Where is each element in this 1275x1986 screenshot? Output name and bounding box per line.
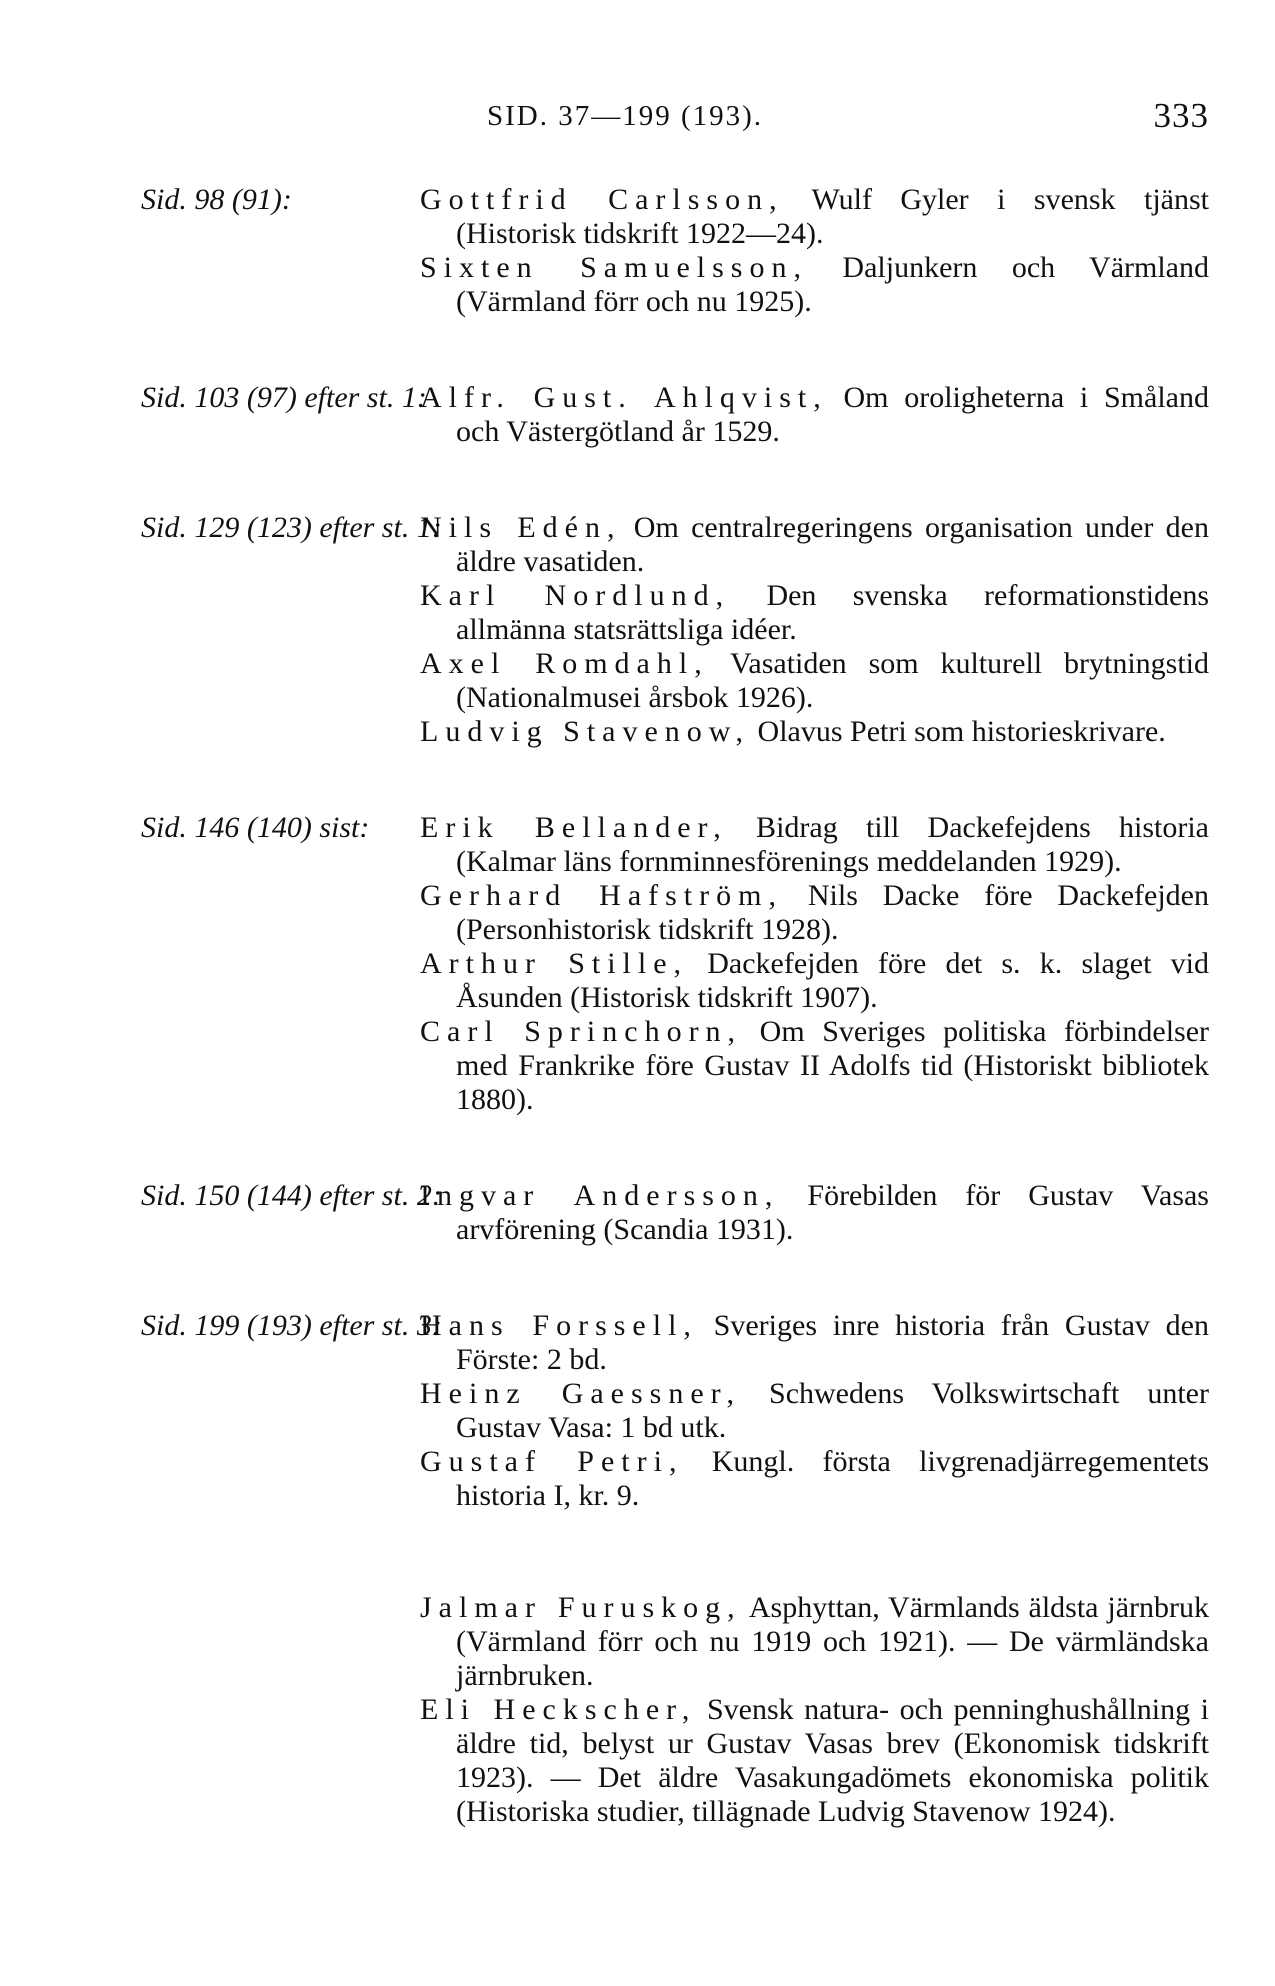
reference-section [0, 511, 1275, 749]
page-reference [141, 1309, 442, 1343]
reference-section [0, 183, 1275, 319]
citation-text: Dackefejden före det s. k. slaget vid Åsunden (Historisk tidskrift 1907). [456, 947, 1209, 1014]
bibliography-item [420, 947, 1209, 1015]
author-name: Axel Romdahl, [420, 647, 709, 680]
page-reference-location: efter st. 3: [311, 1309, 442, 1342]
page-reference [141, 1179, 442, 1213]
author-name: Eli Heckscher, [420, 1693, 697, 1726]
author-name: Gustaf Petri, [420, 1445, 684, 1478]
page-header [0, 96, 1275, 150]
bibliography-item [420, 715, 1209, 749]
bibliography-item [420, 511, 1209, 579]
citation-text: Förebilden för Gustav Vasas arvförening (Scandia 1931). [456, 1179, 1209, 1246]
author-name: Hans Forssell, [420, 1309, 698, 1342]
citation-text: Kungl. första livgrenadjärregementets historia I, kr. 9. [456, 1445, 1209, 1512]
citation-text: Bidrag till Dackefejdens historia (Kalmar läns fornminnesförenings meddelanden 1929). [456, 811, 1209, 878]
page-reference [141, 511, 442, 545]
reference-section [0, 1179, 1275, 1247]
reference-section [0, 1309, 1275, 1513]
author-name: Ludvig Stavenow, [420, 715, 751, 748]
page-reference-location: efter st. 2: [311, 1179, 442, 1212]
citation-text: Sveriges inre historia från Gustav den Förste: 2 bd. [456, 1309, 1209, 1376]
page-reference-location: efter st. 1: [296, 381, 427, 414]
bibliography-item [420, 811, 1209, 879]
page-reference-number: Sid. 150 (144) [141, 1179, 312, 1212]
citation-text: Om oroligheterna i Småland och Västergötland år 1529. [456, 381, 1209, 448]
bibliography-item [420, 1015, 1209, 1117]
bibliography-item [420, 1309, 1209, 1377]
page-reference-number: Sid. 129 (123) [141, 511, 312, 544]
author-name: Heinz Gaessner, [420, 1377, 741, 1410]
bibliography-item [420, 183, 1209, 251]
citation-text: Daljunkern och Värmland (Värmland förr och nu 1925). [456, 251, 1210, 318]
bibliography-entries [0, 183, 1275, 1829]
page-reference-number: Sid. 199 (193) [141, 1309, 312, 1342]
author-name: Ingvar Andersson, [420, 1179, 780, 1212]
author-name: Sixten Samuelsson, [420, 251, 808, 284]
page-reference [141, 381, 427, 415]
author-name: Gottfrid Carlsson, [420, 183, 784, 216]
bibliography-item [420, 579, 1209, 647]
citation-text: Asphyttan, Värmlands äldsta järnbruk (Värmland förr och nu 1919 och 1921). — De värmländska järnbruken. [456, 1591, 1209, 1692]
author-name: Erik Bellander, [420, 811, 728, 844]
bibliography-item [420, 1179, 1209, 1247]
citation-text: Svensk natura- och penninghushållning i äldre tid, belyst ur Gustav Vasas brev (Ekonomisk tidskrift 1923). — Det äldre Vasakungadömets ekonomiska politik (Historiska studier, tillägnade Ludvig Stavenow 1924). [456, 1693, 1209, 1828]
bibliography-item [420, 1377, 1209, 1445]
page-reference [141, 811, 369, 845]
bibliography-item [420, 879, 1209, 947]
citation-text: Nils Dacke före Dackefejden (Personhistorisk tidskrift 1928). [456, 879, 1209, 946]
citation-text: Schwedens Volkswirtschaft unter Gustav Vasa: 1 bd utk. [456, 1377, 1209, 1444]
citation-text: Om Sveriges politiska förbindelser med Frankrike före Gustav II Adolfs tid (Historiskt bibliotek 1880). [456, 1015, 1210, 1116]
page-reference-number: Sid. 146 (140) [141, 811, 312, 844]
citation-text: Olavus Petri som historieskrivare. [750, 715, 1166, 748]
page-reference-location: sist: [311, 811, 370, 844]
bibliography-item [420, 251, 1209, 319]
reference-section [0, 381, 1275, 449]
author-name: Alfr. Gust. Ahlqvist, [420, 381, 828, 414]
author-name: Karl Nordlund, [420, 579, 731, 612]
citation-text: Vasatiden som kulturell brytningstid (Nationalmusei årsbok 1926). [456, 647, 1210, 714]
bibliography-item [420, 1693, 1209, 1829]
bibliography-item [420, 381, 1209, 449]
page-reference-location: efter st. 1: [311, 511, 442, 544]
citation-text: Den svenska reformationstidens allmänna statsrättsliga idéer. [456, 579, 1209, 646]
author-name: Arthur Stille, [420, 947, 689, 980]
bibliography-item [420, 1445, 1209, 1513]
reference-section [0, 1591, 1275, 1829]
reference-section [0, 811, 1275, 1117]
page-reference [141, 183, 292, 217]
bibliography-item [420, 647, 1209, 715]
page-number: 333 [1153, 96, 1209, 135]
page-reference-number: Sid. 98 (91): [141, 183, 292, 216]
bibliography-item [420, 1591, 1209, 1693]
author-name: Gerhard Hafström, [420, 879, 783, 912]
running-head: SID. 37—199 (193). [487, 100, 764, 132]
author-name: Nils Edén, [420, 511, 622, 544]
citation-text: Om centralregeringens organisation under den äldre vasatiden. [456, 511, 1209, 578]
page-reference-number: Sid. 103 (97) [141, 381, 297, 414]
citation-text: Wulf Gyler i svensk tjänst (Historisk tidskrift 1922—24). [456, 183, 1209, 250]
author-name: Carl Sprinchorn, [420, 1015, 743, 1048]
author-name: Jalmar Furuskog, [420, 1591, 742, 1624]
